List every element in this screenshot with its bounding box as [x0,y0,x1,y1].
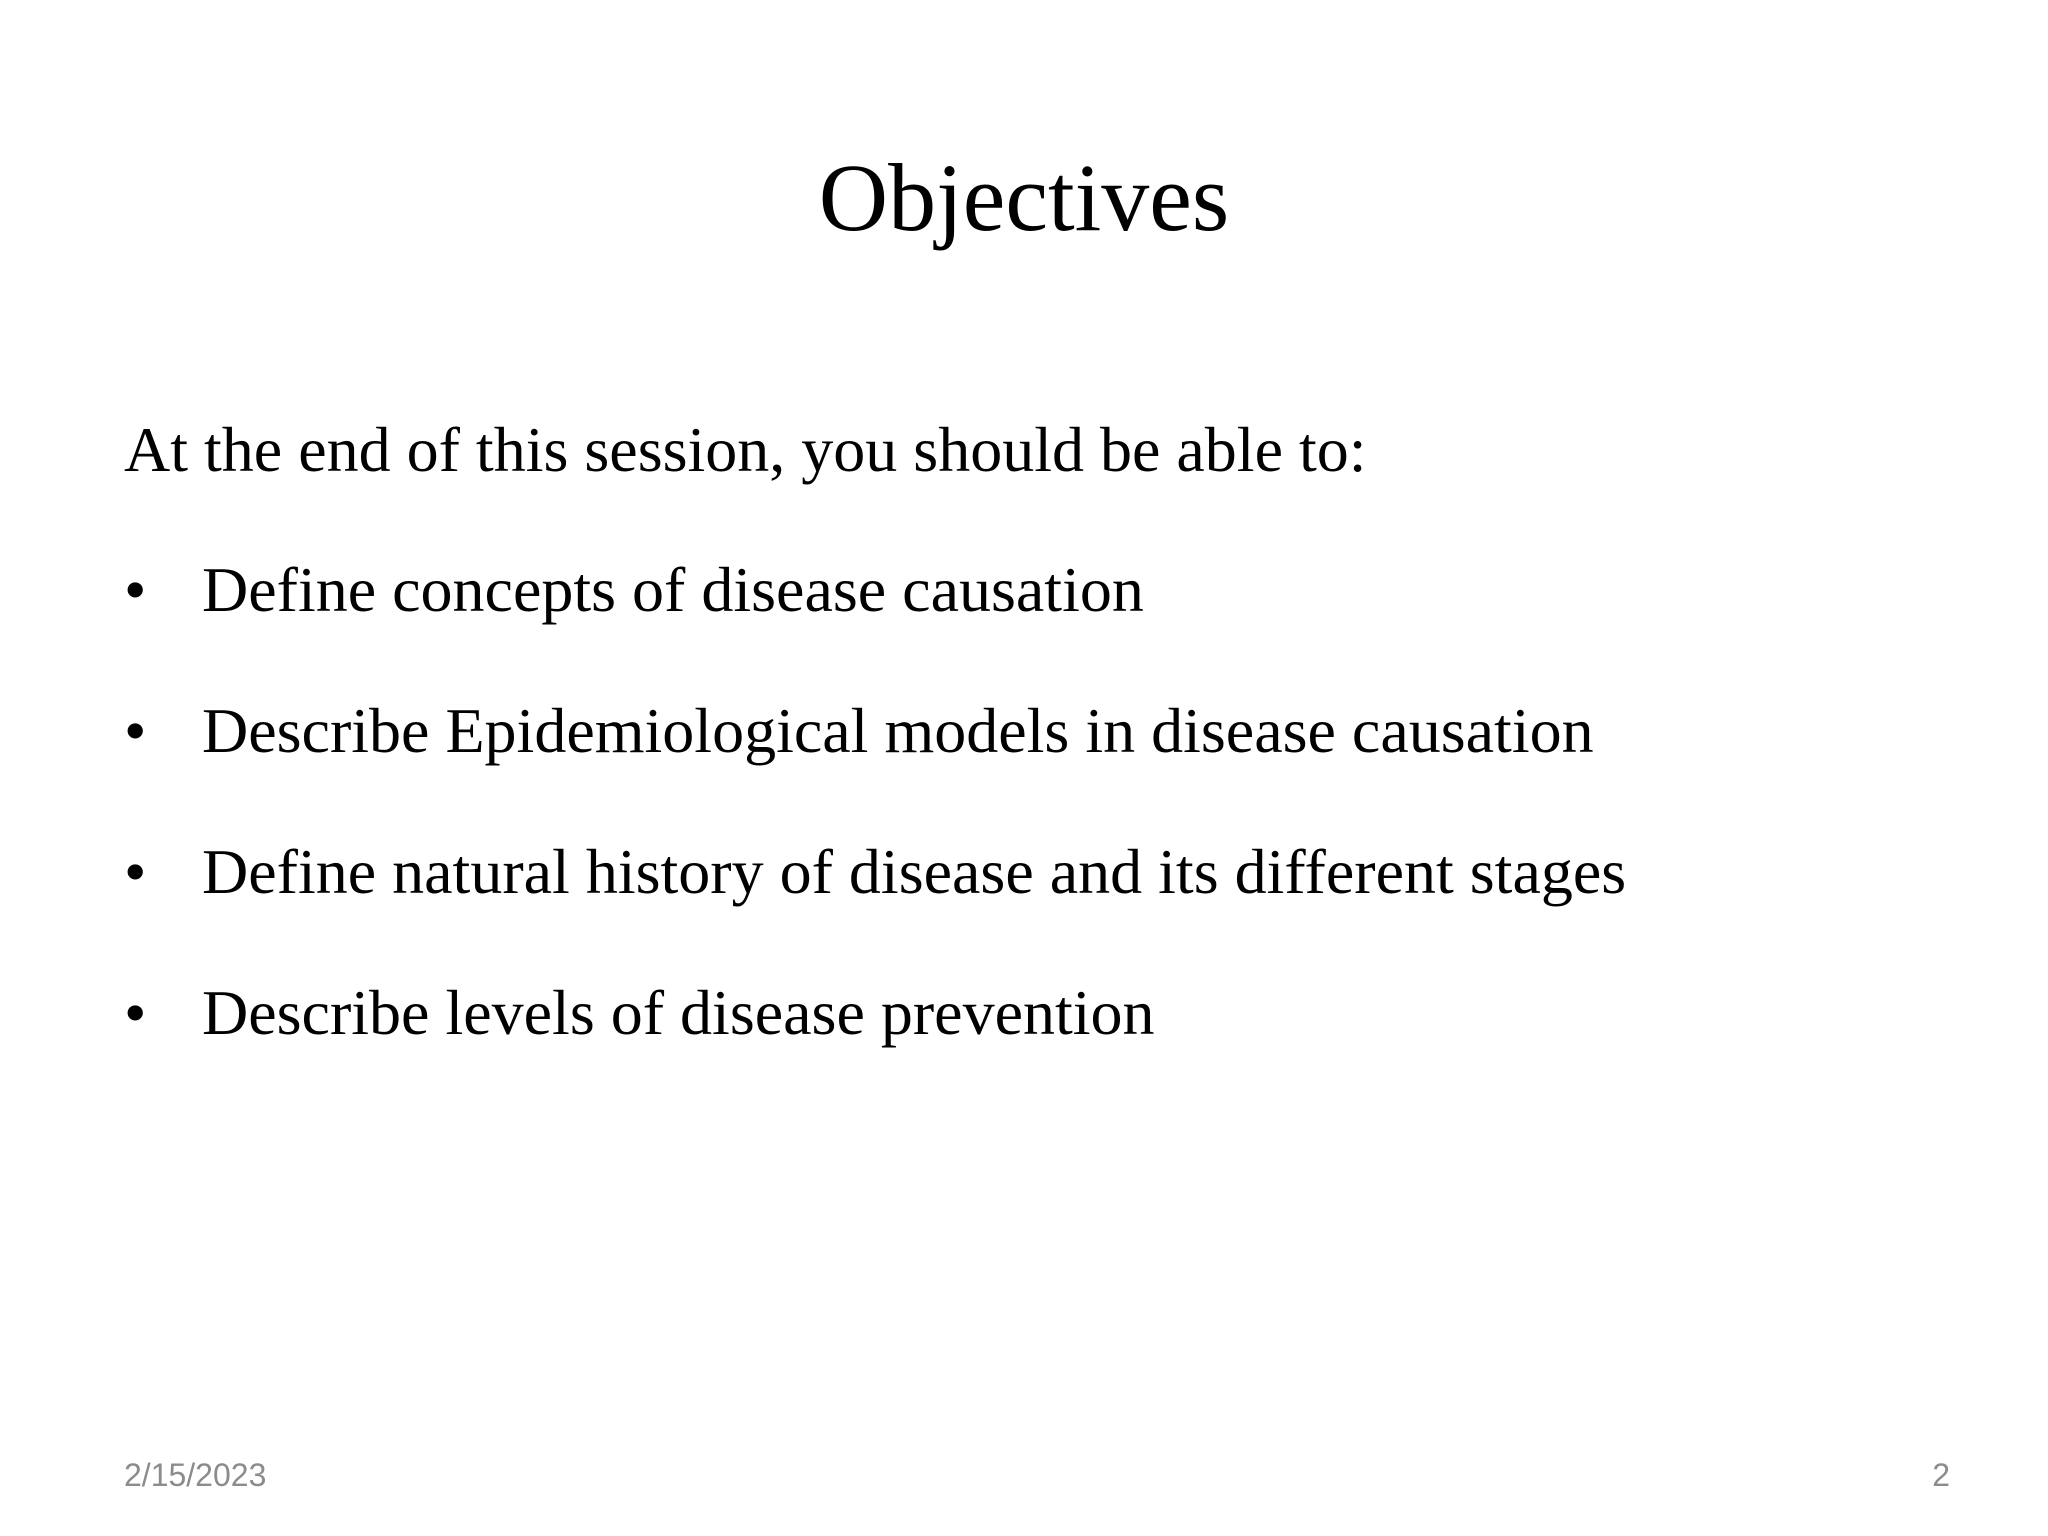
bullet-icon: • [124,695,147,766]
slide-title: Objectives [818,144,1230,251]
slide-number: 2 [1932,1457,1950,1493]
bullet-text: Define natural history of disease and its different stages [202,836,1627,907]
bullet-icon: • [124,977,147,1048]
footer-date: 2/15/2023 [124,1457,267,1493]
intro-text: At the end of this session, you should be able to: [124,414,1367,485]
bullet-text: Define concepts of disease causation [202,554,1144,625]
bullet-text: Describe Epidemiological models in disease causation [202,695,1594,766]
bullet-text: Describe levels of disease prevention [202,977,1155,1048]
bullet-icon: • [124,836,147,907]
bullet-icon: • [124,554,147,625]
